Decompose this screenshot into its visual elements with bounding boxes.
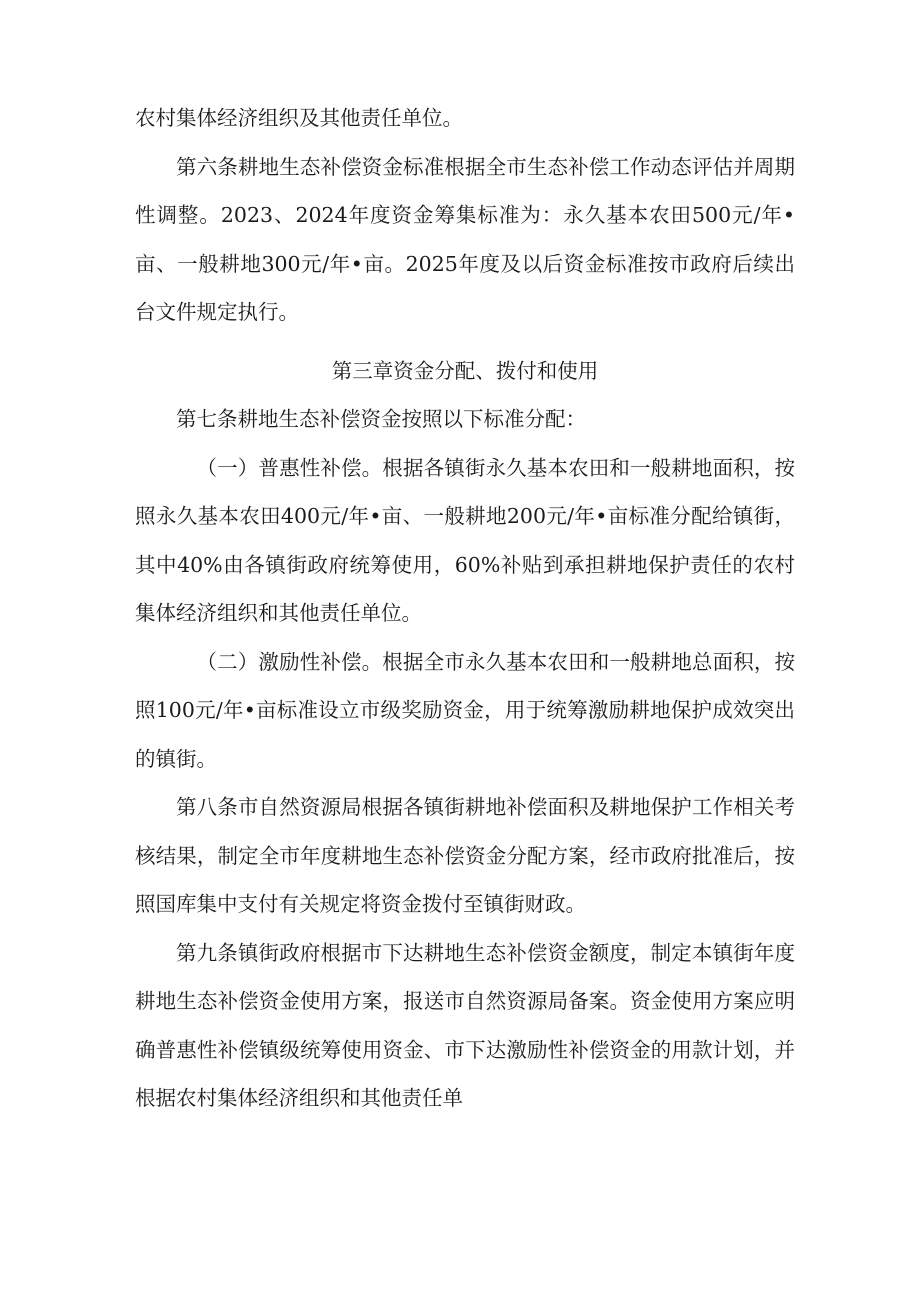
- chapter-3-heading: 第三章资金分配、拨付和使用: [331, 358, 599, 383]
- document-body: [135, 94, 795, 1123]
- article-7-item-2: （二）激励性补偿。根据全市永久基本农田和一般耕地总面积，按照100元/年•亩标准设立市级奖励资金，用于统筹激励耕地保护成效突出的镇街。: [135, 649, 795, 771]
- article-8-paragraph: 第八条市自然资源局根据各镇街耕地补偿面积及耕地保护工作相关考核结果，制定全市年度耕地生态补偿资金分配方案，经市政府批准后，按照国库集中支付有关规定将资金拨付至镇街财政。: [135, 795, 795, 916]
- article-7-item-1: （一）普惠性补偿。根据各镇街永久基本农田和一般耕地面积，按照永久基本农田400元/年•亩、一般耕地200元/年•亩标准分配给镇街，其中40%由各镇街政府统筹使用，60%补贴到承担耕地保护责任的农村集体经济组织和其他责任单位。: [135, 455, 795, 625]
- article-9-paragraph: 第九条镇街政府根据市下达耕地生态补偿资金额度，制定本镇街年度耕地生态补偿资金使用方案，报送市自然资源局备案。资金使用方案应明确普惠性补偿镇级统筹使用资金、市下达激励性补偿资金的用款计划，并根据农村集体经济组织和其他责任单: [135, 940, 795, 1110]
- article-7-paragraph: 第七条耕地生态补偿资金按照以下标准分配：: [176, 407, 586, 431]
- paragraph-continuation: 农村集体经济组织及其他责任单位。: [135, 106, 463, 130]
- article-6-paragraph: 第六条耕地生态补偿资金标准根据全市生态补偿工作动态评估并周期性调整。2023、2024年度资金筹集标准为：永久基本农田500元/年•亩、一般耕地300元/年•亩。2025年度及以后资金标准按市政府后续出台文件规定执行。: [135, 154, 795, 324]
